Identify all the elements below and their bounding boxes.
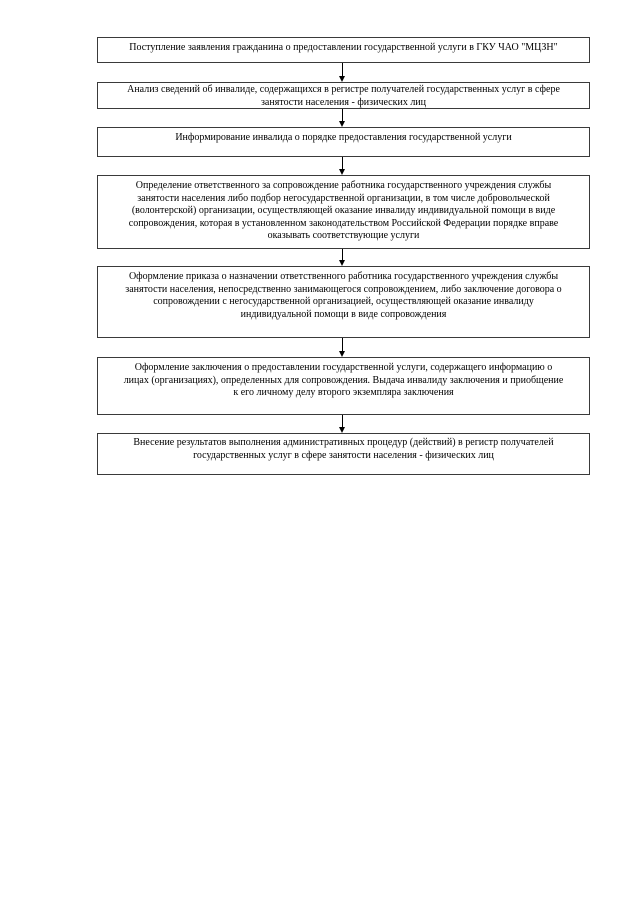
- step-text-line: занятости населения либо подбор негосударственной организации, в том числе добровольческой: [137, 192, 550, 204]
- step-text-line: Информирование инвалида о порядке предоставления государственной услуги: [175, 132, 512, 143]
- connector-line: [342, 415, 343, 427]
- down-arrow-connector: [339, 63, 346, 82]
- down-arrow-connector: [339, 109, 346, 127]
- step-text-line: занятости населения, непосредственно занимающегося сопровождением, либо заключение договора о: [125, 283, 562, 295]
- step-text-line: Анализ сведений об инвалиде, содержащихся в регистре получателей государственных услуг в сфере: [127, 84, 560, 95]
- step-box-application-receipt: [97, 37, 590, 63]
- connector-line: [342, 249, 343, 260]
- step-text-line: индивидуальной помощи в виде сопровождения: [240, 308, 447, 320]
- step-text-line: лицах (организациях), определенных для сопровождения. Выдача инвалиду заключения и приобщение: [123, 374, 564, 386]
- step-text-line: Оформление заключения о предоставлении государственной услуги, содержащего информацию о: [134, 362, 553, 373]
- down-arrow-connector: [339, 157, 346, 175]
- step-text-line: сопровождения, которая в установленном законодательством Российской Федерации порядке вправе: [128, 217, 559, 229]
- step-text-line: Оформление приказа о назначении ответственного работника государственного учреждения службы: [128, 271, 559, 282]
- step-box-order-or-contract: [97, 266, 590, 338]
- down-arrow-connector: [339, 249, 346, 266]
- step-text-line: оказывать соответствующие услуги: [267, 230, 420, 241]
- down-arrow-connector: [339, 338, 346, 357]
- step-text-line: Внесение результатов выполнения административных процедур (действий) в регистр получателей: [133, 437, 554, 448]
- step-text-line: государственных услуг в сфере занятости населения - физических лиц: [193, 449, 494, 461]
- connector-line: [342, 338, 343, 351]
- step-text-line: (волонтерской) организации, осуществляющей оказание инвалиду индивидуальной помощи в виде: [131, 205, 556, 216]
- step-text-line: к его личному делу второго экземпляра заключения: [233, 387, 454, 398]
- step-box-informing-invalid: [97, 127, 590, 157]
- step-box-registry-entry: [97, 433, 590, 475]
- down-arrow-connector: [339, 415, 346, 433]
- step-box-assign-responsible: [97, 175, 590, 249]
- step-text-line: Определение ответственного за сопровождение работника государственного учреждения службы: [135, 180, 552, 191]
- step-text-line: Поступление заявления гражданина о предоставлении государственной услуги в ГКУ ЧАО "МЦЗН": [129, 42, 558, 53]
- step-box-registry-analysis: [97, 82, 590, 109]
- connector-line: [342, 157, 343, 169]
- step-text-line: сопровождении с негосударственной организацией, осуществляющей оказание инвалиду: [153, 296, 534, 307]
- step-box-conclusion-issuance: [97, 357, 590, 415]
- connector-line: [342, 63, 343, 76]
- step-text-line: занятости населения - физических лиц: [260, 96, 427, 108]
- connector-line: [342, 109, 343, 121]
